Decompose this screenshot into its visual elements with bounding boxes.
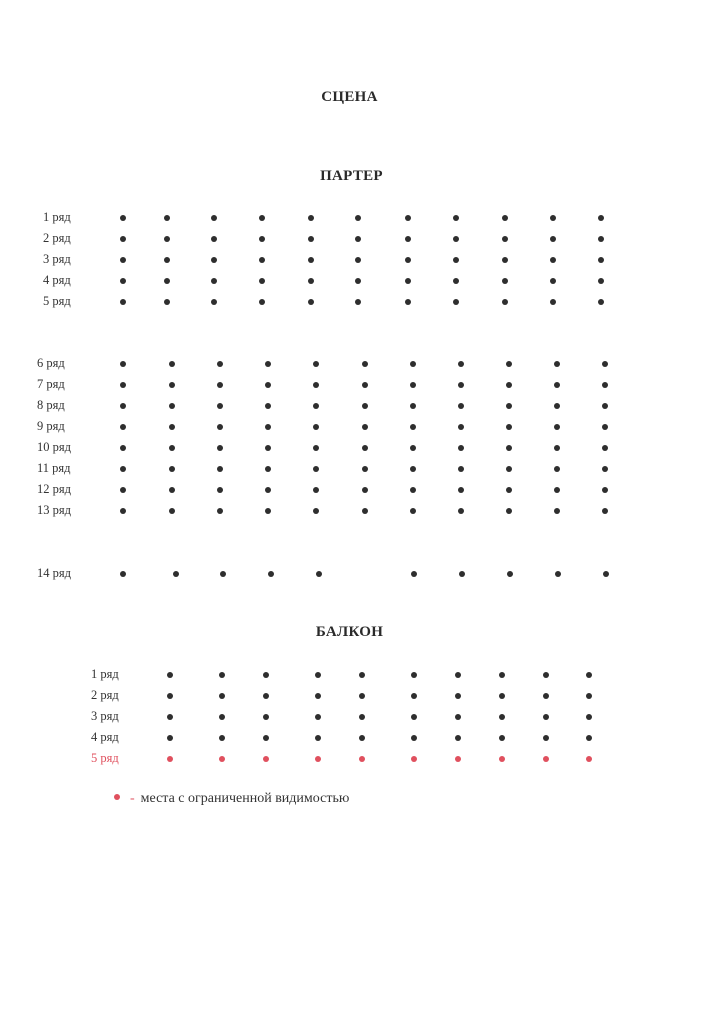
- seat: [315, 735, 321, 741]
- seat: [455, 672, 461, 678]
- seat-limited-visibility: [315, 756, 321, 762]
- seat: [543, 714, 549, 720]
- seat: [315, 714, 321, 720]
- legend-text: места с ограниченной видимостью: [140, 791, 350, 806]
- seat: [499, 693, 505, 699]
- seat: [586, 714, 592, 720]
- row-label: 8 ряд: [37, 398, 65, 412]
- seat-limited-visibility: [359, 756, 365, 762]
- row-label: 11 ряд: [37, 461, 71, 475]
- seat: [543, 672, 549, 678]
- seat: [263, 672, 269, 678]
- row-label: 1 ряд: [91, 667, 119, 681]
- row-label: 3 ряд: [91, 709, 119, 723]
- seat: [263, 735, 269, 741]
- seat: [455, 714, 461, 720]
- seat: [315, 693, 321, 699]
- seat: [359, 735, 365, 741]
- row-label: 9 ряд: [37, 419, 65, 433]
- seat: [359, 693, 365, 699]
- seat: [219, 672, 225, 678]
- row-label: 13 ряд: [37, 503, 71, 517]
- seat: [167, 714, 173, 720]
- legend: [114, 791, 349, 807]
- seat-limited-visibility: [543, 756, 549, 762]
- row-label: 2 ряд: [91, 688, 119, 702]
- seat: [586, 672, 592, 678]
- scene-title: СЦЕНА: [321, 89, 378, 105]
- row-label: 5 ряд: [43, 294, 71, 308]
- seat: [455, 693, 461, 699]
- row-label: 5 ряд: [91, 751, 119, 765]
- seat: [499, 714, 505, 720]
- seat: [586, 735, 592, 741]
- row-label: 7 ряд: [37, 377, 65, 391]
- seat: [167, 693, 173, 699]
- row-label: 14 ряд: [37, 566, 71, 580]
- seat: [543, 735, 549, 741]
- seat: [263, 693, 269, 699]
- seat: [219, 735, 225, 741]
- row-label: 4 ряд: [91, 730, 119, 744]
- seat: [411, 693, 417, 699]
- seat: [359, 714, 365, 720]
- seat: [411, 672, 417, 678]
- row-label: 1 ряд: [43, 210, 71, 224]
- seat: [219, 714, 225, 720]
- seat-limited-visibility: [455, 756, 461, 762]
- seat: [499, 735, 505, 741]
- seat: [499, 672, 505, 678]
- row-label: 10 ряд: [37, 440, 71, 454]
- seat: [586, 693, 592, 699]
- limited-visibility-dot-icon: [114, 794, 120, 800]
- seat: [543, 693, 549, 699]
- legend-dash: -: [130, 791, 135, 806]
- seat: [167, 735, 173, 741]
- seat-limited-visibility: [586, 756, 592, 762]
- row-label: 4 ряд: [43, 273, 71, 287]
- seat-limited-visibility: [499, 756, 505, 762]
- row-label: 3 ряд: [43, 252, 71, 266]
- row-label: 12 ряд: [37, 482, 71, 496]
- seat: [411, 714, 417, 720]
- seat: [411, 735, 417, 741]
- seat-limited-visibility: [219, 756, 225, 762]
- row-label: 6 ряд: [37, 356, 65, 370]
- seat: [359, 672, 365, 678]
- seat: [315, 672, 321, 678]
- balcony-title: БАЛКОН: [315, 624, 384, 640]
- seat-limited-visibility: [411, 756, 417, 762]
- seat: [263, 714, 269, 720]
- parter-title: ПАРТЕР: [320, 168, 383, 184]
- seat-limited-visibility: [167, 756, 173, 762]
- seat: [219, 693, 225, 699]
- seat: [167, 672, 173, 678]
- seat-limited-visibility: [263, 756, 269, 762]
- row-label: 2 ряд: [43, 231, 71, 245]
- seat: [455, 735, 461, 741]
